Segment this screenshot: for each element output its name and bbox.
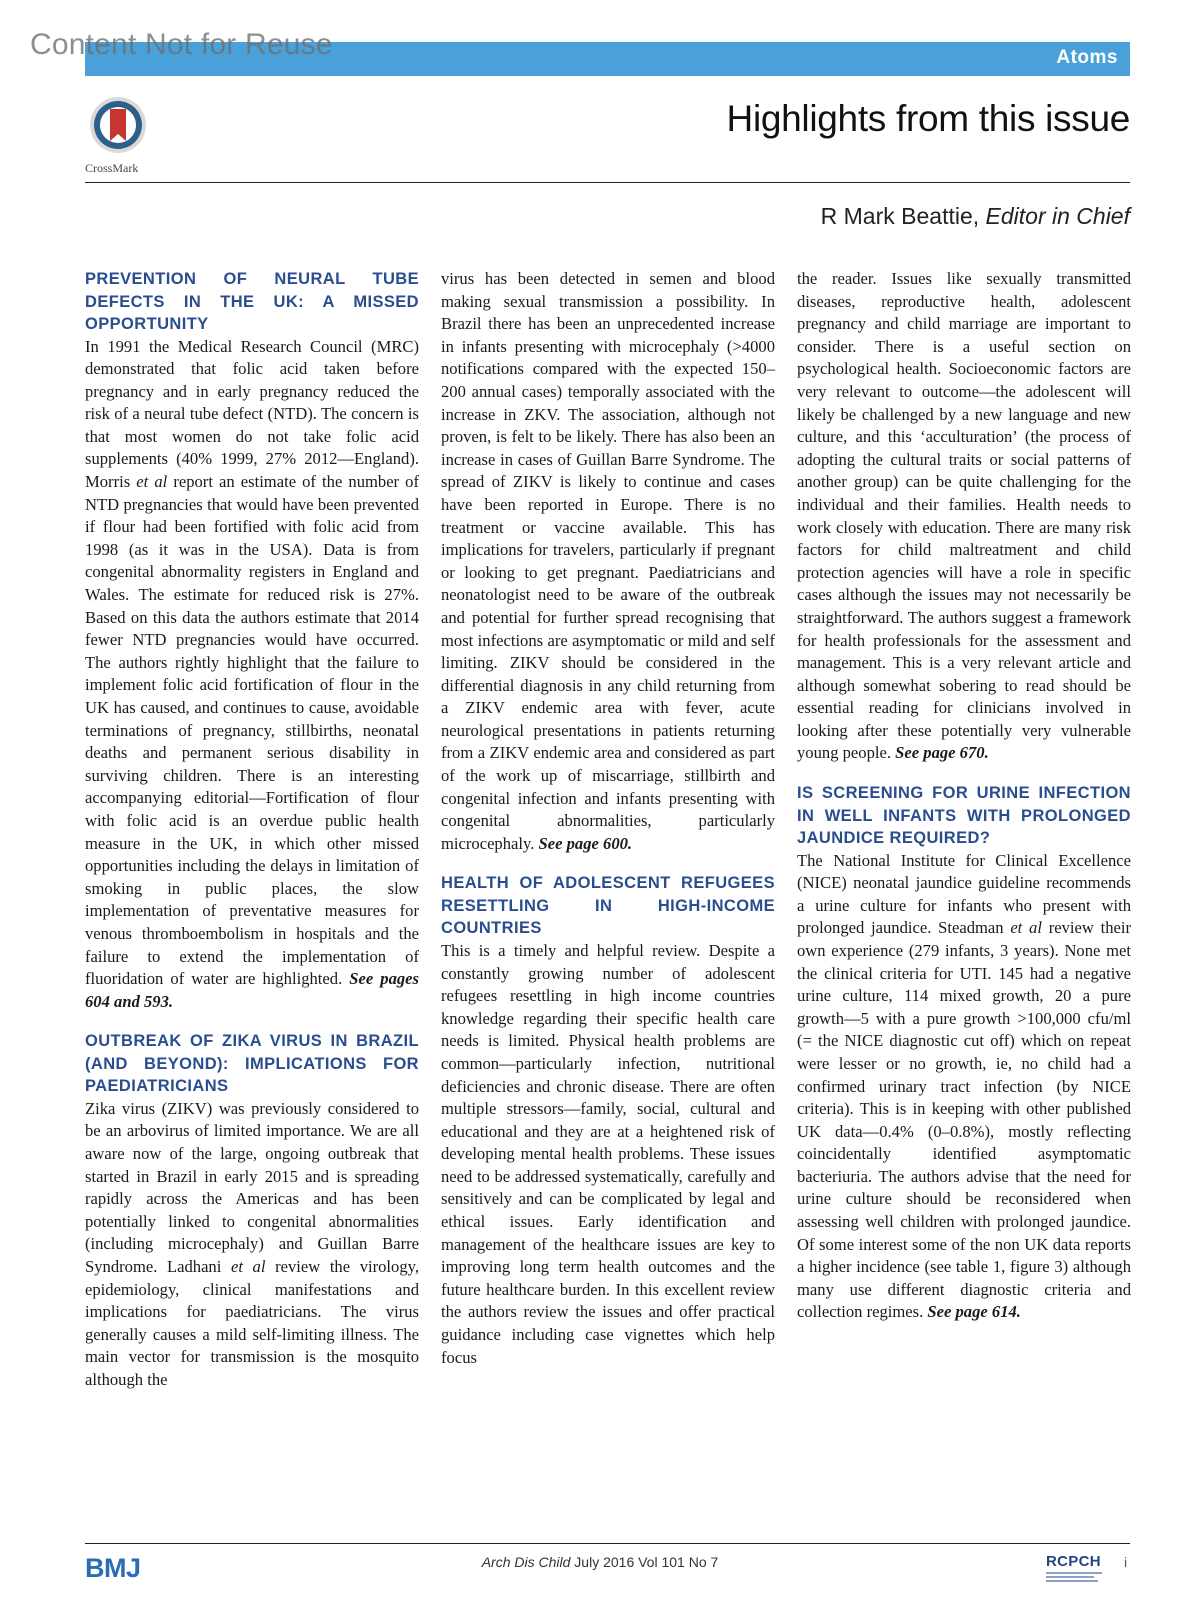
zika-text-continued: virus has been detected in semen and blood making sexual transmission a possibility. In Brazil there has been an unprecedented increase in infants presenting with microcephaly (>4000 notifications compared with the expected 150–200 annual cases) temporally associated with the increase in ZKV. The association, although not proven, is felt to be likely. There has also been an increase in cases of Guillan Barre Syndrome. The spread of ZIKV is likely to continue and cases have been reported in Europe. There is no treatment or vaccine available. This has implications for travelers, particularly if pregnant or looking to get pregnant. Paediatricians and neonatologist need to be aware of the outbreak and potential for further spread recognising that most infections are asymptomatic or mild and self limiting. ZIKV should be considered in the differential diagnosis in any child returning from a ZIKV endemic area with fever, acute neurological presentations in patients returning from a ZIKV endemic area and considered as part of the work up of miscarriage, stillbirth and congenital infection and infants presenting with congenital abnormalities, particularly microcephaly. [441, 269, 775, 853]
page-title: Highlights from this issue [726, 98, 1130, 139]
article-body: The National Institute for Clinical Excellence (NICE) neonatal jaundice guideline recommends a urine culture for infants who present with prolonged jaundice. Steadman et al review their own experience (279 infants, 3 years). None met the clinical criteria for UTI. 145 had a negative urine culture, 114 mixed growth, 20 a pure growth—5 with a pure growth >100,000 cfu/ml (= the NICE diagnostic cut off) which on repeat were lesser or no growth, ie, no child had a confirmed urinary tract infection (by NICE criteria). This is in keeping with other published UK data—0.4% (0–0.8%), mostly reflecting coincidentally identified asymptomatic bacteriuria. The authors advise that the need for urine culture should be reconsidered when assessing well children with prolonged jaundice. Of some interest some of the non UK data reports a higher incidence (see table 1, figure 3) although many use different diagnostic criteria and collection regimes. See page 614. [797, 850, 1131, 1322]
crossmark-icon [88, 95, 148, 155]
page-reference: See pages 604 and 593. [85, 969, 420, 1011]
author-name: R Mark Beattie, [820, 203, 980, 229]
page-number: i [1124, 1554, 1128, 1570]
footer-divider [85, 1543, 1130, 1544]
bmj-logo: BMJ [85, 1553, 141, 1583]
article-body-part-2 [441, 268, 775, 855]
section-label: Atoms [1056, 47, 1118, 68]
column-1 [85, 268, 419, 1409]
watermark: Content Not for Reuse [30, 28, 333, 61]
crossmark-badge[interactable] [85, 95, 151, 176]
crossmark-label: CrossMark [85, 161, 139, 175]
article-body: In 1991 the Medical Research Council (MRC) demonstrated that folic acid taken before pregnancy and in early pregnancy reduced the risk of a neural tube defect (NTD). The concern is that most women do not take folic acid supplements (40% 1999, 27% 2012—England). Morris et al report an estimate of the number of NTD pregnancies that would have been prevented if flour had been fortified with folic acid from 1998 (as it was in the USA). Data is from congenital abnormality registers in England and Wales. The estimate for reduced risk is 27%. Based on this data the authors estimate that 2014 fewer NTD pregnancies would have occurred. The authors rightly highlight that the failure to implement folic acid fortification of flour in the UK has caused, and continues to cause, avoidable terminations of pregnancy, stillbirths, neonatal deaths and permanent serious disability in surviving children. There is an interesting accompanying editorial—Fortification of flour with folic acid is an overdue public health measure in the UK, in which other missed opportunities including the delays in limitation of smoking in public places, the slow implementation of preventative measures for venous thromboembolism in hospitals and the failure to extend the implementation of fluoridation of water are highlighted. See pages 604 and 593. [85, 336, 420, 1011]
column-3 [797, 268, 1131, 1341]
column-2 [441, 268, 775, 1386]
article-heading: HEALTH OF ADOLESCENT REFUGEES RESETTLING IN HIGH-INCOME COUNTRIES [441, 874, 775, 938]
byline [821, 203, 1130, 230]
rcpch-logo: RCPCH [1046, 1553, 1102, 1584]
article-heading: PREVENTION OF NEURAL TUBE DEFECTS IN THE UK: A MISSED OPPORTUNITY [85, 270, 419, 333]
article-body-part-1: Zika virus (ZIKV) was previously considered to be an arbovirus of limited importance. We are all aware now of the large, ongoing outbreak that started in Brazil in early 2015 and is spreading rapidly across the Americas and has been potentially linked to congenital abnormalities (including microcephaly) and Guillan Barre Syndrome. Ladhani et al review the virology, epidemiology, clinical manifestations and implications for paediatricians. The virus generally causes a mild self-limiting illness. The main vector for transmission is the mosquito although the [85, 1098, 420, 1389]
page-reference: See page 600. [538, 833, 633, 853]
article-body-part-2: the reader. Issues like sexually transmitted diseases, reproductive health, adolescent pregnancy and child marriage are important to consider. There is a useful section on psychological health. Socioeconomic factors are very relevant to outcome—the adolescent will likely be challenged by a new language and new culture, and this ‘acculturation’ (the process of adopting the cultural traits or social patterns of another group) can be quite challenging for the individual and their families. Health needs to work closely with education. There are many risk factors for child maltreatment and child protection agencies will have a role in specific cases although the issues may not necessarily be straightforward. The authors suggest a framework for health professionals for the assessment and management. This is a very relevant article and although somewhat sobering to read should be essential reading for clinicians involved in looking after these potentially very vulnerable young people. See page 670. [797, 269, 1131, 763]
zika-text: review the virology, epidemiology, clinical manifestations and implications for paediatricians. The virus generally causes a mild self-limiting illness. The main vector for transmission is the mosquito although the [85, 1256, 420, 1389]
page-reference: See page 670. [895, 743, 989, 763]
article-body-part-1: This is a timely and helpful review. Despite a constantly growing number of adolescent refugees resettling in high income countries knowledge regarding their specific health care needs is limited. Physical health problems are common—particularly infection, nutritional deficiencies and chronic disease. There are often multiple stressors—family, social, cultural and educational and they are at a heightened risk of developing mental health problems. These issues need to be addressed systematically, carefully and sensitively and can be complicated by legal and ethical issues. Early identification and management of the healthcare issues are key to improving long term health outcomes and the future healthcare burden. In this excellent review the authors review the issues and offer practical guidance including case vignettes which help focus [441, 940, 775, 1367]
article-heading: OUTBREAK OF ZIKA VIRUS IN BRAZIL (AND BEYOND): IMPLICATIONS FOR PAEDIATRICIANS [85, 1032, 419, 1096]
journal-citation: Arch Dis Child July 2016 Vol 101 No 7 [481, 1554, 719, 1570]
page-reference: See page 614. [927, 1302, 1021, 1322]
article-heading: IS SCREENING FOR URINE INFECTION IN WELL INFANTS WITH PROLONGED JAUNDICE REQUIRED? [797, 784, 1131, 848]
author-role: Editor in Chief [985, 203, 1130, 229]
title-divider [85, 182, 1130, 183]
